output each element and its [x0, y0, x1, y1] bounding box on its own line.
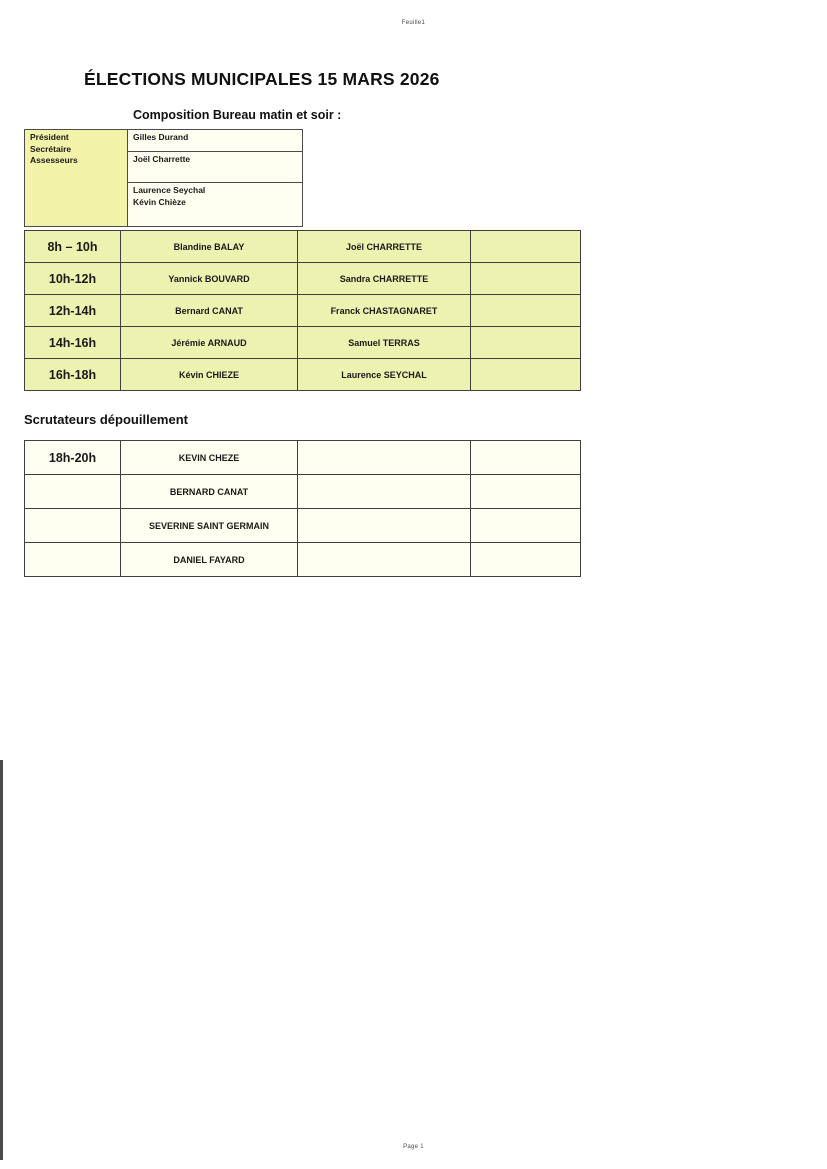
slot-person-a: Bernard CANAT [121, 295, 298, 327]
scrutateur-person-c [471, 441, 581, 475]
scrutateur-person-c [471, 543, 581, 577]
bureau-name-secretaire: Joël Charrette [128, 152, 302, 183]
bureau-composition-table [24, 129, 303, 227]
slot-time: 16h-18h [25, 359, 121, 391]
scrutateur-person-a: BERNARD CANAT [121, 475, 298, 509]
slot-time: 8h – 10h [25, 231, 121, 263]
table-row [25, 231, 581, 263]
slot-time: 14h-16h [25, 327, 121, 359]
bureau-roles-cell [25, 130, 128, 227]
slot-time: 12h-14h [25, 295, 121, 327]
role-assesseurs: Assesseurs [30, 155, 78, 165]
scrutateur-person-b [298, 509, 471, 543]
table-row [25, 475, 581, 509]
slot-person-b: Franck CHASTAGNARET [298, 295, 471, 327]
slot-person-c [471, 231, 581, 263]
table-row [25, 295, 581, 327]
sheet-header-label: Feuille1 [401, 20, 426, 26]
slot-person-a: Yannick BOUVARD [121, 263, 298, 295]
bureau-subtitle: Composition Bureau matin et soir : [133, 108, 342, 122]
slot-person-b: Joël CHARRETTE [298, 231, 471, 263]
bureau-name-assesseurs [128, 183, 302, 207]
scrutateur-time: 18h-20h [25, 441, 121, 475]
scrutateur-person-c [471, 509, 581, 543]
page-title: ÉLECTIONS MUNICIPALES 15 MARS 2026 [84, 68, 440, 89]
bureau-names-cell [128, 130, 303, 227]
bureau-name-assesseur-1: Laurence Seychal [133, 185, 206, 195]
bureau-name-assesseur-2: Kévin Chièze [133, 196, 186, 207]
scrutateur-person-b [298, 543, 471, 577]
scrutateur-time [25, 543, 121, 577]
slot-person-b: Laurence SEYCHAL [298, 359, 471, 391]
scrutateur-person-b [298, 475, 471, 509]
scrutateur-person-a: KEVIN CHEZE [121, 441, 298, 475]
role-secretaire: Secrétaire [30, 143, 72, 154]
table-row [25, 441, 581, 475]
slot-person-c [471, 295, 581, 327]
role-president: Président [30, 132, 69, 142]
table-row [25, 263, 581, 295]
scrutateur-person-c [471, 475, 581, 509]
bureau-slots-table [24, 230, 581, 391]
slot-person-a: Blandine BALAY [121, 231, 298, 263]
slot-person-a: Jérémie ARNAUD [121, 327, 298, 359]
table-row [25, 327, 581, 359]
slot-person-c [471, 263, 581, 295]
table-row [25, 543, 581, 577]
scrutateurs-table [24, 440, 581, 577]
scrutateur-person-a: SEVERINE SAINT GERMAIN [121, 509, 298, 543]
slot-time: 10h-12h [25, 263, 121, 295]
table-row [25, 509, 581, 543]
scrutateur-person-a: DANIEL FAYARD [121, 543, 298, 577]
scrutateurs-section-title: Scrutateurs dépouillement [24, 412, 188, 427]
slot-person-c [471, 359, 581, 391]
slot-person-b: Samuel TERRAS [298, 327, 471, 359]
bureau-name-president: Gilles Durand [128, 130, 302, 152]
slot-person-a: Kévin CHIEZE [121, 359, 298, 391]
scrutateur-time [25, 475, 121, 509]
sheet-footer-label: Page 1 [403, 1144, 424, 1150]
table-row [25, 359, 581, 391]
slot-person-b: Sandra CHARRETTE [298, 263, 471, 295]
scan-edge-artifact [0, 760, 3, 1160]
scrutateur-person-b [298, 441, 471, 475]
slot-person-c [471, 327, 581, 359]
scrutateur-time [25, 509, 121, 543]
